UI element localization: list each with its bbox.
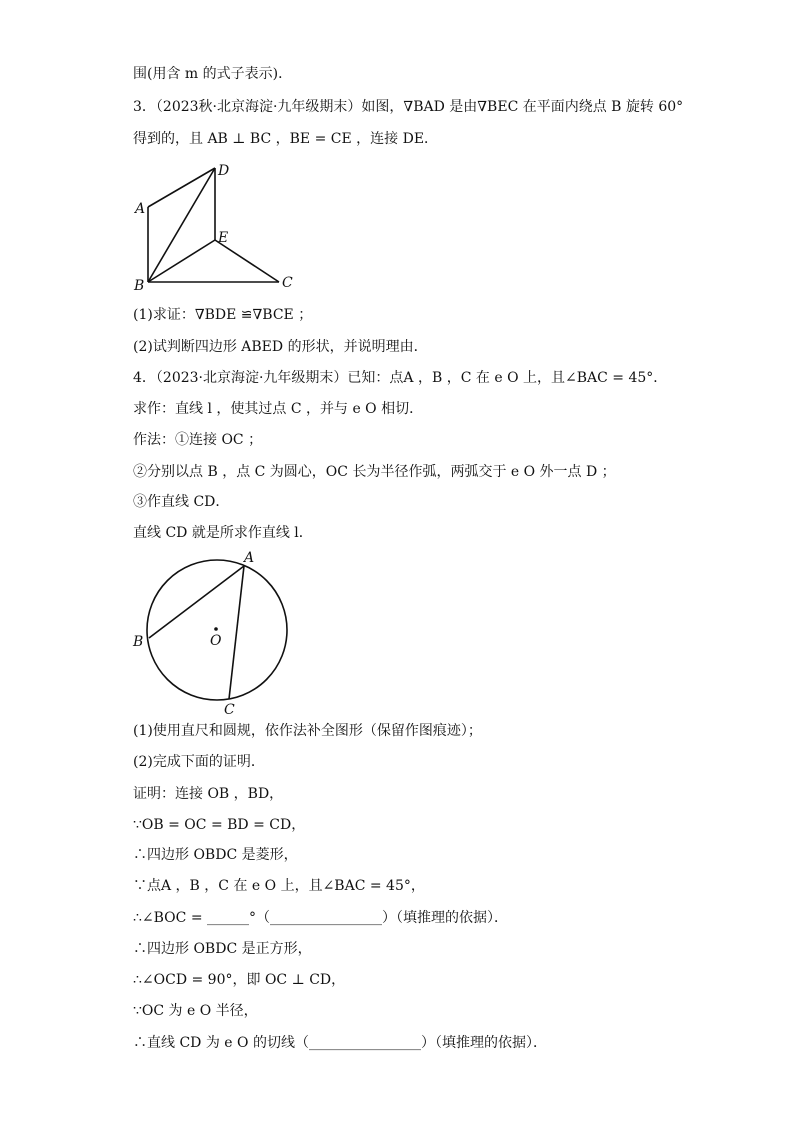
label-a: A (135, 201, 146, 217)
text-line-16: ∴四边形 OBDC 是菱形， (133, 847, 298, 863)
text-line-1: 围(用含 m 的式子表示)． (133, 66, 293, 82)
text-line-5: (2)试判断四边形 ABED 的形状，并说明理由． (133, 339, 428, 355)
text-line-11: 直线 CD 就是所求作直线 l． (133, 525, 313, 541)
text-line-17: ∵点A ，B ，C 在 e O 上，且∠BAC = 45°， (133, 878, 425, 894)
label-e: E (218, 230, 229, 246)
text-line-19: ∴四边形 OBDC 是正方形， (133, 941, 312, 957)
label-b2: B (133, 634, 144, 650)
label-o: O (210, 633, 222, 649)
label-a2: A (244, 550, 255, 566)
text-line-6: 4．（2023·北京海淀·九年级期末）已知：点A ，B ，C 在 e O 上，且∠BAC = 45°． (133, 370, 668, 386)
center-point-o (214, 627, 218, 631)
text-line-18: ∴∠BOC = ______°（________________）（填推理的依据）． (133, 910, 509, 926)
label-b: B (134, 278, 145, 294)
label-c: C (282, 275, 293, 291)
text-line-8: 作法：①连接 OC ； (133, 432, 263, 448)
text-line-14: 证明：连接 OB ，BD， (133, 786, 284, 802)
text-line-3: 得到的，且 AB ⊥ BC ，BE = CE ，连接 DE． (133, 131, 439, 147)
text-line-2: 3．（2023秋·北京海淀·九年级期末）如图，∇BAD 是由∇BEC 在平面内绕点 B 旋转 60° (133, 99, 684, 115)
text-line-9: ②分别以点 B ，点 C 为圆心，OC 长为半径作弧，两弧交于 e O 外一点 D ； (133, 464, 616, 480)
text-line-10: ③作直线 CD． (133, 494, 230, 510)
text-line-4: (1)求证：∇BDE ≌∇BCE ； (133, 307, 313, 323)
text-line-12: (1)使用直尺和圆规，依作法补全图形（保留作图痕迹）； (133, 723, 482, 739)
label-c2: C (224, 702, 235, 718)
text-line-20: ∴∠OCD = 90°，即 OC ⊥ CD， (133, 972, 346, 988)
text-line-21: ∵OC 为 e O 半径， (133, 1003, 258, 1019)
segment-ac-chord (229, 566, 244, 699)
text-line-22: ∴直线 CD 为 e O 的切线（________________）（填推理的依据）． (133, 1035, 547, 1051)
text-line-7: 求作：直线 l ，使其过点 C ，并与 e O 相切． (133, 401, 424, 417)
text-line-15: ∵OB = OC = BD = CD， (133, 817, 306, 833)
label-d: D (218, 163, 230, 179)
segment-ab-chord (149, 566, 244, 638)
text-line-13: (2)完成下面的证明． (133, 754, 265, 770)
